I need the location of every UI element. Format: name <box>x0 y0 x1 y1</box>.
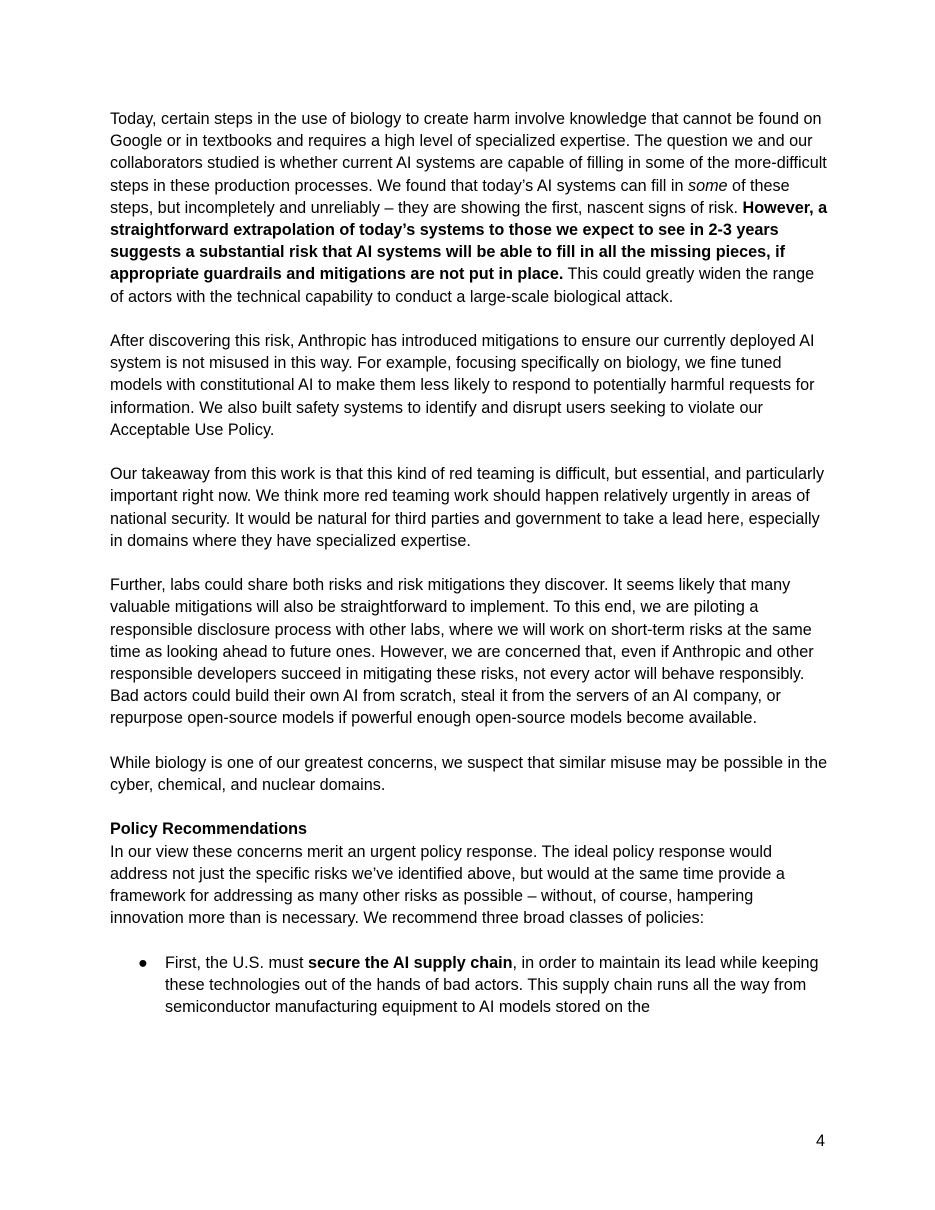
italic-text: some <box>687 176 728 195</box>
paragraph-policy-response: In our view these concerns merit an urgent policy response. The ideal policy response would address not just the specific risks we’ve identified above, but would at the same time provide a framework for addressing as many other risks as possible – without, of course, hampering innovation more than is necessary. We recommend three broad classes of policies: <box>110 842 785 928</box>
recommendation-list <box>110 952 830 1019</box>
section-heading: Policy Recommendations <box>110 820 308 839</box>
paragraph-sharing-risks: Further, labs could share both risks and risk mitigations they discover. It seems likely that many valuable mitigations will also be straightforward to implement. To this end, we are piloting a responsible disclosure process with other labs, where we will work on short-term risks at the same time as looking ahead to future ones. However, we are concerned that, even if Anthropic and other responsible developers succeed in mitigating these risks, not every actor will behave responsibly. Bad actors could build their own AI from scratch, steal it from the servers of an AI company, or repurpose open-source models if powerful enough open-source models become available. <box>110 576 814 728</box>
bold-text: However, a straightforward extrapolation of today’s systems to those we expect to see in 2-3 years suggests a substantial risk that AI systems will be able to fill in all the missing pieces, if appropriate guardrails and mitigations are not put in place. <box>110 198 828 284</box>
text-span: , in order to maintain its lead while keeping these technologies out of the hands of bad actors. This supply chain runs all the way from semiconductor manufacturing equipment to AI models stored on the <box>165 953 819 1017</box>
bullet-icon: ● <box>138 953 148 972</box>
text-span: of these steps, but incompletely and unreliably – they are showing the first, nascent signs of risk. <box>110 176 790 217</box>
page-number: 4 <box>815 1132 825 1150</box>
paragraph-other-domains: While biology is one of our greatest concerns, we suspect that similar misuse may be possible in the cyber, chemical, and nuclear domains. <box>110 753 828 795</box>
paragraph-mitigations: After discovering this risk, Anthropic has introduced mitigations to ensure our currently deployed AI system is not misused in this way. For example, focusing specifically on biology, we fine tuned models with constitutional AI to make them less likely to respond to potentially harmful requests for information. We also built safety systems to identify and disrupt users seeking to violate our Acceptable Use Policy. <box>110 332 815 439</box>
paragraph-red-teaming: Our takeaway from this work is that this kind of red teaming is difficult, but essential, and particularly important right now. We think more red teaming work should happen relatively urgently in areas of national security. It would be natural for third parties and government to take a lead here, especially in domains where they have specialized expertise. <box>110 465 825 550</box>
document-page <box>110 108 830 1018</box>
text-span: Today, certain steps in the use of biology to create harm involve knowledge that cannot be found on Google or in textbooks and requires a high level of specialized expertise. The question we and our collaborators studied is whether current AI systems are capable of filling in some of the more-difficult steps in these production processes. We found that today’s AI systems can fill in <box>110 110 827 195</box>
paragraph-biology-risk <box>110 108 830 308</box>
text-span: This could greatly widen the range of actors with the technical capability to conduct a large-scale biological attack. <box>110 265 815 306</box>
text-span: First, the U.S. must <box>165 953 309 972</box>
bold-text: secure the AI supply chain <box>308 953 513 972</box>
list-item <box>110 952 830 1019</box>
